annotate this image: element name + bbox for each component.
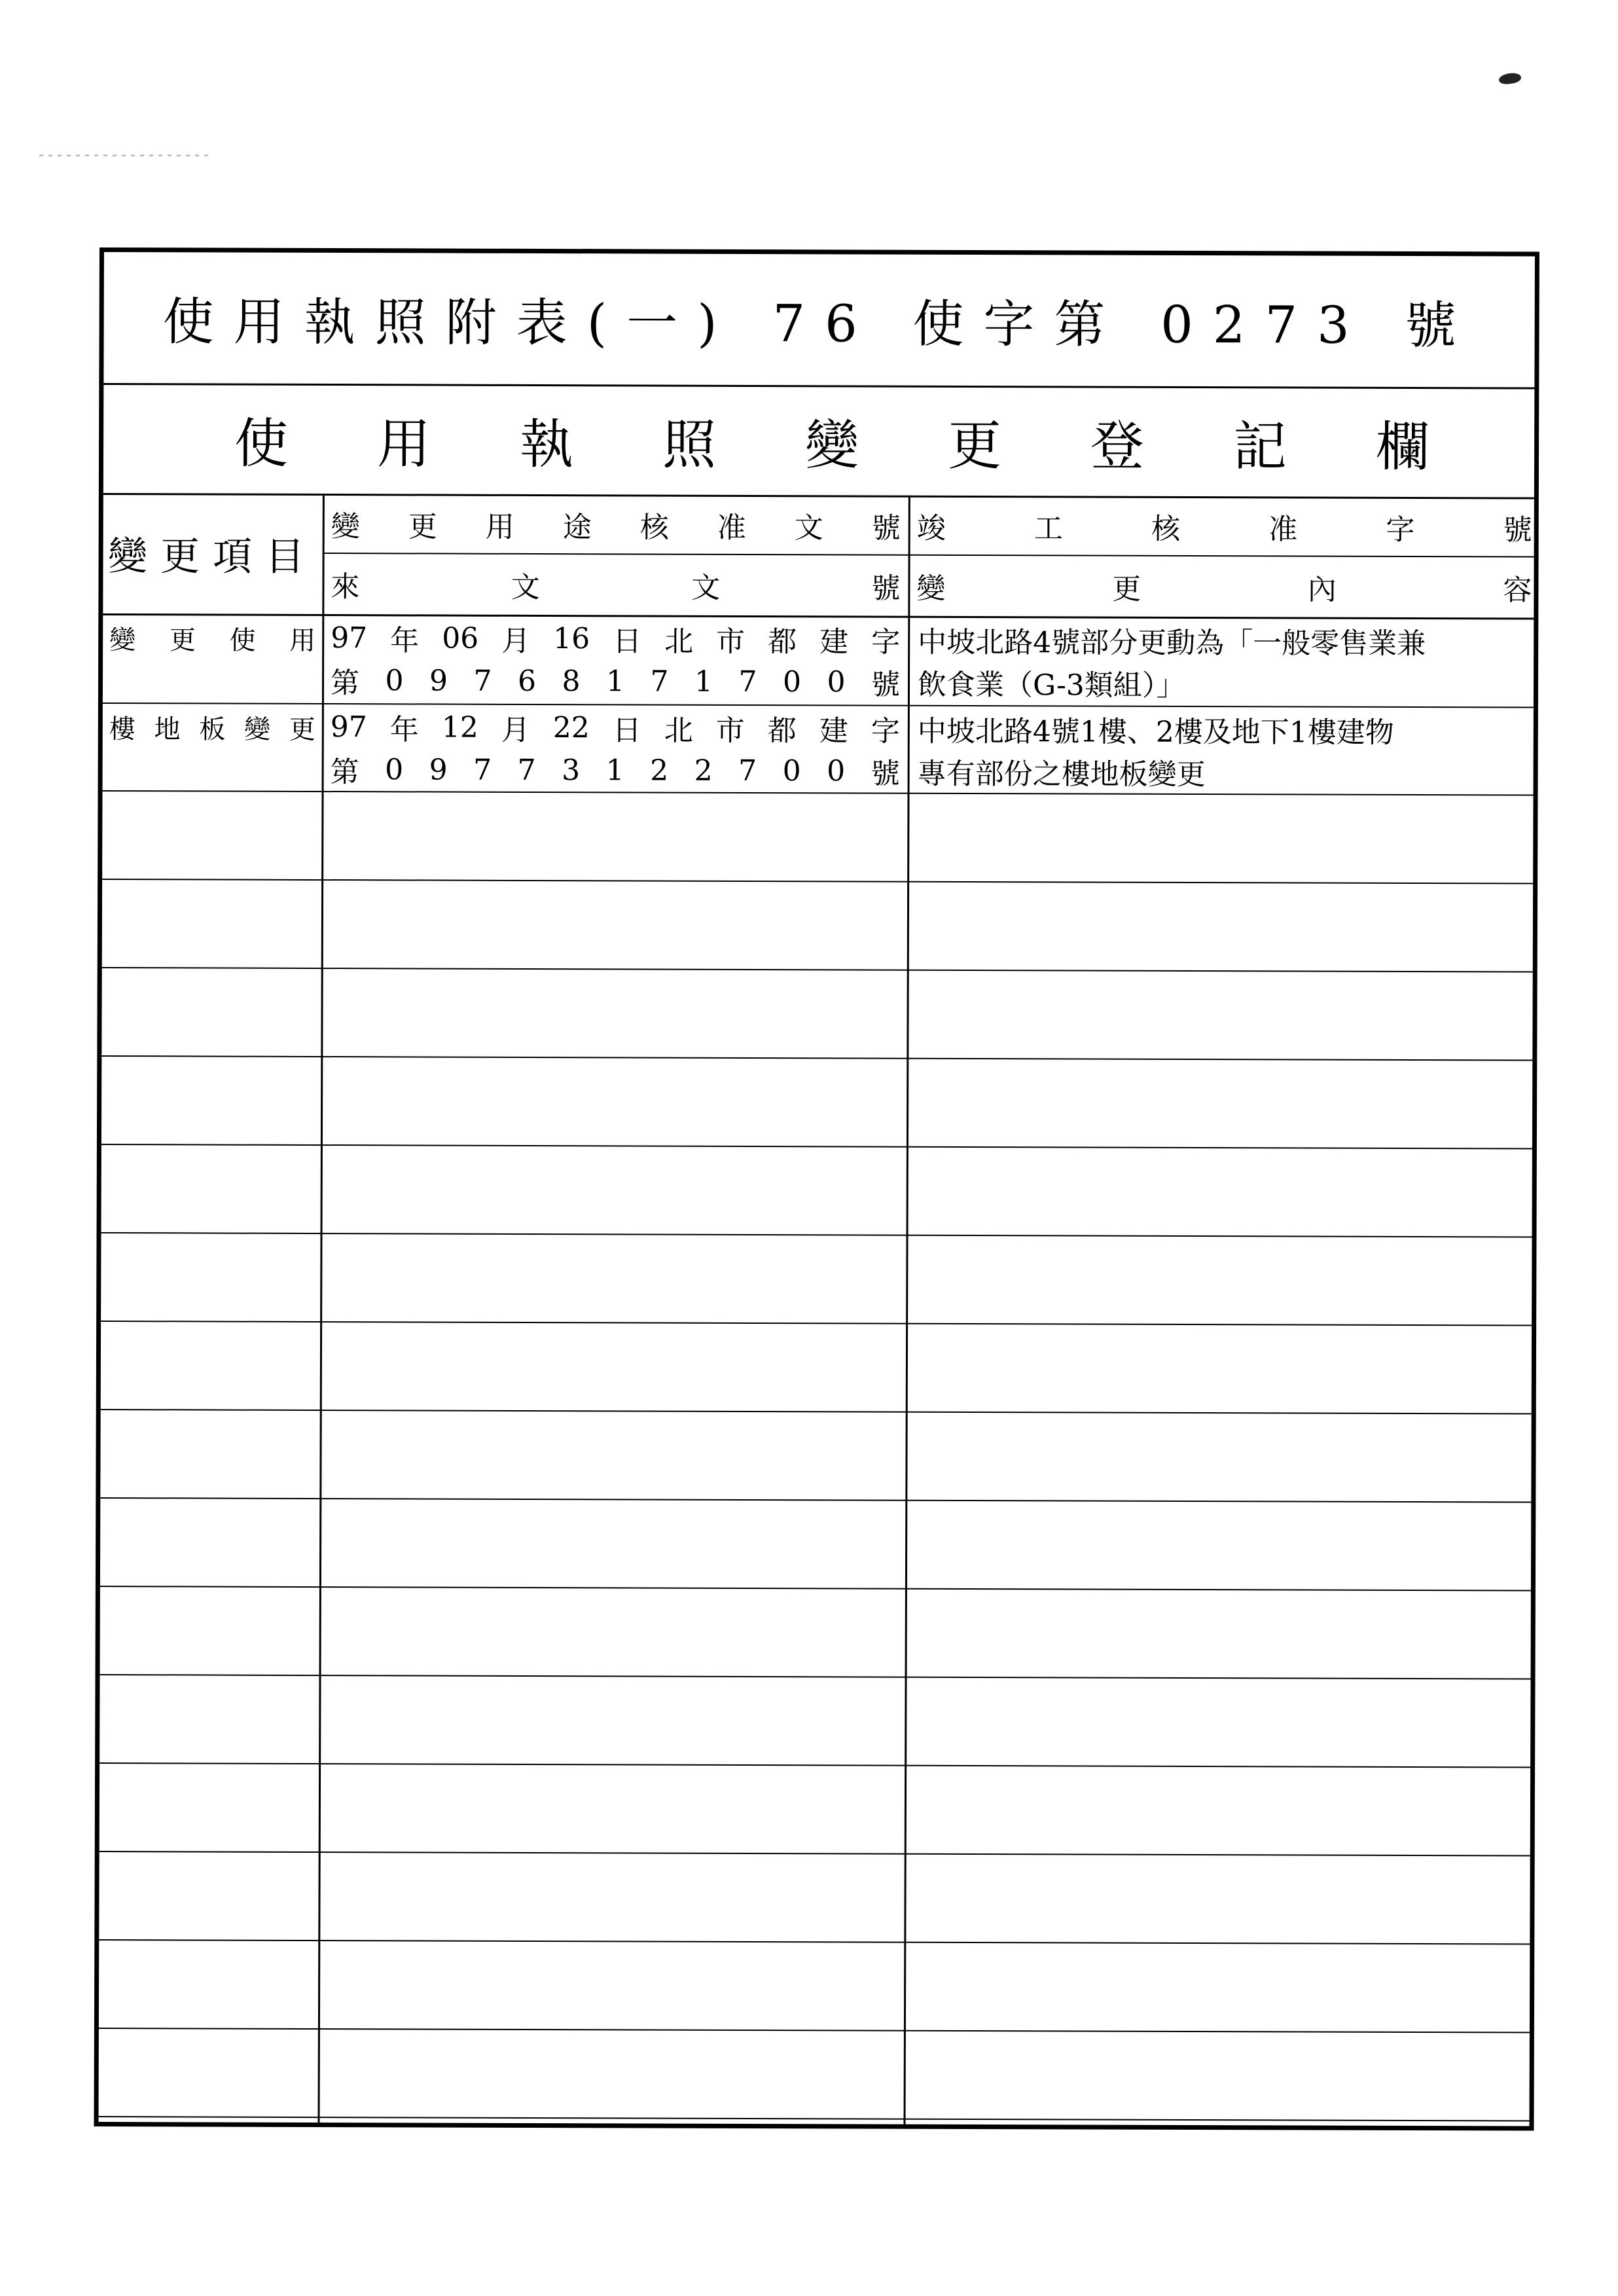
char-glyph: 12: [441, 710, 478, 744]
empty-row-divider: [100, 1674, 1531, 1679]
empty-row-divider: [101, 1144, 1532, 1149]
char-glyph: 0: [827, 754, 846, 788]
char-glyph: 號: [871, 668, 901, 702]
char-glyph: 第: [330, 756, 359, 790]
scan-artifact-line: [39, 155, 209, 156]
incoming-doc-header: [324, 554, 907, 616]
empty-row-divider: [99, 1851, 1530, 1856]
char-glyph: 日: [612, 714, 641, 748]
register-title: [103, 384, 1534, 497]
char-glyph: 97: [331, 621, 368, 655]
char-glyph: 建: [819, 625, 849, 659]
empty-row-divider: [99, 1939, 1530, 1944]
char-glyph: 號: [871, 757, 900, 791]
char-glyph: 都: [767, 714, 797, 748]
char-glyph: 照: [662, 414, 717, 477]
char-glyph: 用: [485, 510, 514, 544]
char-glyph: 7: [738, 665, 757, 699]
char-glyph: 6: [517, 664, 537, 698]
char-glyph: 准: [1268, 513, 1298, 547]
char-glyph: 板: [199, 714, 226, 745]
char-glyph: 1: [605, 664, 625, 698]
char-glyph: 准: [717, 511, 746, 545]
char-glyph: 7: [650, 664, 669, 699]
char-glyph: 地: [154, 714, 181, 744]
char-glyph: 7: [738, 754, 757, 788]
row-doc-line: [324, 615, 907, 662]
char-glyph: 7: [473, 753, 492, 787]
char-glyph: 核: [1151, 512, 1181, 546]
char-glyph: 字: [871, 714, 900, 748]
char-glyph: 月: [501, 713, 530, 747]
char-glyph: 更: [947, 414, 1002, 477]
char-glyph: 9: [429, 752, 448, 787]
page-title: 使用執照附表(一) 76 使字第 0273 號: [162, 293, 1476, 356]
empty-row-divider: [99, 1762, 1530, 1768]
char-glyph: 用: [376, 412, 431, 476]
char-glyph: 號: [871, 511, 901, 545]
row-content-line: 飲食業（G-3類組）」: [917, 668, 1185, 702]
char-glyph: 北: [664, 625, 694, 659]
char-glyph: 竣: [916, 511, 946, 545]
char-glyph: 號: [871, 572, 901, 606]
char-glyph: 北: [664, 714, 693, 748]
char-glyph: 變: [331, 510, 360, 544]
char-glyph: 06: [442, 621, 479, 655]
char-glyph: 2: [694, 754, 713, 788]
char-glyph: 更: [408, 510, 437, 544]
char-glyph: 都: [768, 625, 797, 659]
char-glyph: 16: [553, 621, 590, 655]
char-glyph: 內: [1307, 573, 1337, 607]
char-glyph: 字: [871, 625, 901, 659]
row-doc-line: [324, 704, 907, 751]
row-content-line: 中坡北路4號1樓、2樓及地下1樓建物: [917, 714, 1394, 750]
char-glyph: 欄: [1375, 416, 1430, 479]
char-glyph: 7: [517, 753, 536, 787]
char-glyph: 22: [552, 710, 590, 744]
empty-row-divider: [101, 1321, 1532, 1326]
char-glyph: 執: [519, 413, 574, 476]
row-doc-line: [324, 659, 907, 704]
char-glyph: 核: [639, 511, 669, 545]
char-glyph: 0: [385, 752, 404, 786]
completion-header: [910, 497, 1539, 556]
char-glyph: 登: [1090, 414, 1145, 478]
empty-row-divider: [99, 2116, 1530, 2121]
char-glyph: 0: [782, 665, 802, 699]
char-glyph: 9: [429, 663, 448, 698]
empty-row-divider: [101, 1409, 1532, 1414]
char-glyph: 變: [109, 625, 136, 655]
char-glyph: 0: [782, 754, 801, 788]
char-glyph: 第: [330, 666, 360, 701]
empty-row-divider: [101, 1055, 1532, 1061]
char-glyph: 使: [234, 412, 289, 475]
empty-row-divider: [100, 1586, 1531, 1591]
char-glyph: 年: [390, 624, 420, 658]
char-glyph: 使: [229, 625, 256, 656]
row-item-label: [103, 615, 322, 661]
empty-row-divider: [100, 1497, 1531, 1503]
change-content-header: [910, 556, 1538, 618]
char-glyph: 8: [562, 664, 581, 698]
char-glyph: 號: [1503, 513, 1532, 547]
char-glyph: 文: [794, 511, 823, 545]
char-glyph: 日: [613, 625, 642, 659]
char-glyph: 97: [330, 710, 367, 744]
char-glyph: 文: [691, 571, 721, 605]
char-glyph: 字: [1386, 513, 1415, 547]
char-glyph: 0: [385, 663, 404, 697]
license-table: [94, 247, 1539, 2131]
char-glyph: 途: [562, 511, 592, 545]
char-glyph: 市: [715, 714, 745, 748]
empty-row-divider: [101, 1232, 1532, 1237]
char-glyph: 年: [389, 713, 419, 747]
char-glyph: 變: [243, 714, 271, 745]
empty-row-divider: [99, 2028, 1530, 2033]
item-header: 變更項目: [107, 534, 318, 580]
char-glyph: 文: [511, 570, 540, 604]
char-glyph: 更: [169, 625, 196, 655]
char-glyph: 1: [605, 753, 624, 787]
char-glyph: 來: [331, 570, 360, 604]
approval-doc-header: [325, 495, 907, 555]
empty-row-divider: [102, 879, 1533, 884]
char-glyph: 市: [716, 625, 746, 659]
row-item-label: [103, 704, 322, 750]
char-glyph: 工: [1034, 512, 1063, 546]
char-glyph: 7: [473, 664, 492, 698]
char-glyph: 更: [289, 714, 315, 745]
char-glyph: 記: [1232, 415, 1287, 478]
row-content-line: 中坡北路4號部分更動為「一般零售業兼: [918, 625, 1426, 661]
empty-row-divider: [102, 967, 1533, 972]
char-glyph: 樓: [109, 714, 135, 744]
char-glyph: 1: [694, 665, 713, 699]
char-glyph: 2: [650, 753, 669, 788]
char-glyph: 用: [289, 625, 316, 656]
row-content-line: 專有部份之樓地板變更: [917, 757, 1206, 792]
scan-speck: [1498, 72, 1522, 86]
char-glyph: 月: [501, 624, 531, 658]
char-glyph: 更: [1112, 572, 1142, 606]
char-glyph: 變: [916, 572, 946, 606]
char-glyph: 變: [804, 414, 859, 477]
row-doc-line: [324, 748, 907, 793]
char-glyph: 建: [819, 714, 848, 748]
char-glyph: 容: [1503, 574, 1532, 608]
char-glyph: 3: [562, 753, 581, 787]
char-glyph: 0: [827, 665, 846, 699]
